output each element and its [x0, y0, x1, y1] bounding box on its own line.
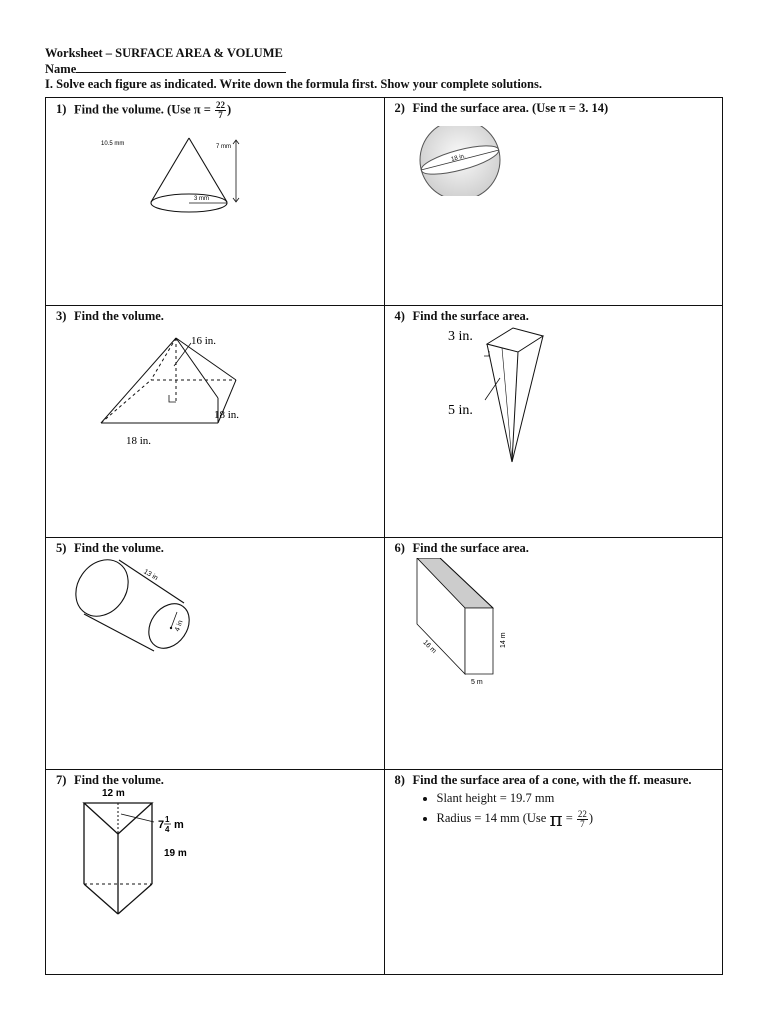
prism-width-label: 5 m: [470, 679, 483, 686]
cylinder-figure: [74, 556, 214, 666]
prism-figure: [413, 558, 513, 688]
square-pyramid-base-label: 3 in.: [447, 329, 473, 344]
cylinder-radius-label: 4 in: [174, 619, 185, 633]
cone-figure: [96, 130, 256, 220]
square-pyramid-figure: [440, 324, 560, 474]
prism-length-label: 16 m: [420, 639, 437, 656]
radius-item: • Radius = 14 mm (Use π = $\frac{22}{7}$ ): [437, 808, 594, 829]
instructions: I. Solve each figure as indicated. Write down the formula first. Show your complete solutions.: [45, 77, 542, 91]
problem-1-prompt: 1) Find the volume. (Use π = $\frac{22}{7}$ ): [56, 100, 232, 120]
pyramid-figure: [96, 328, 266, 448]
cylinder-length-label: 13 in: [142, 568, 159, 583]
problem-4-cell: [384, 306, 723, 538]
sphere-figure: [413, 126, 513, 196]
tri-prism-height-numerator: 1: [165, 815, 170, 824]
problem-3-prompt: 3) Find the volume.: [56, 309, 164, 323]
tri-prism-height-unit: m: [174, 819, 184, 831]
problem-8-prompt: 8) Find the surface area of a cone, with the ff. measure.: [394, 773, 692, 787]
problem-2-cell: [384, 98, 723, 306]
pyramid-side-label-bottom: 18 in.: [126, 435, 152, 447]
problem-7-prompt: 7) Find the volume.: [56, 773, 164, 787]
pi-fraction: $\frac{22}{7}$: [216, 100, 226, 120]
problem-4-prompt: 4) Find the surface area.: [394, 309, 529, 323]
pi-fraction: $\frac{22}{7}$: [577, 808, 587, 829]
cone-height-label: 7 mm: [216, 144, 231, 150]
name-blank-line: [76, 61, 286, 73]
name-field: [45, 61, 286, 77]
prism-height-label: 14 m: [499, 632, 507, 648]
problem-6-cell: [384, 538, 723, 770]
tri-prism-height-whole: 7: [158, 819, 165, 831]
problem-5-prompt: 5) Find the volume.: [56, 541, 164, 555]
tri-prism-length-label: 19 m: [164, 848, 187, 859]
pi-symbol: π: [549, 807, 563, 832]
problem-3-cell: [46, 306, 385, 538]
problem-6-prompt: 6) Find the surface area.: [394, 541, 529, 555]
triangular-prism-figure: [76, 784, 236, 924]
problem-8-measures: [415, 788, 594, 832]
name-label: Name: [45, 62, 77, 76]
cone-radius-label: 3 mm: [194, 196, 209, 202]
problem-7-cell: [46, 770, 385, 975]
worksheet-title: Worksheet – SURFACE AREA & VOLUME: [45, 46, 283, 60]
square-pyramid-slant-label: 5 in.: [447, 403, 473, 418]
sphere-diameter-label: 18 in.: [450, 153, 466, 163]
problem-1-cell: [46, 98, 385, 306]
cone-slant-label: 10.5 mm: [101, 141, 125, 147]
pyramid-height-label: 16 in.: [191, 335, 217, 347]
pyramid-side-label-right: 18 in.: [214, 409, 240, 421]
tri-prism-base-label: 12 m: [102, 788, 125, 799]
problem-5-cell: [46, 538, 385, 770]
problem-2-prompt: 2) Find the surface area. (Use π = 3. 14): [394, 101, 609, 115]
slant-height-item: • Slant height = 19.7 mm: [437, 788, 594, 808]
problem-8-cell: [384, 770, 723, 975]
tri-prism-height-denominator: 4: [165, 825, 170, 834]
problem-grid: [45, 97, 723, 975]
